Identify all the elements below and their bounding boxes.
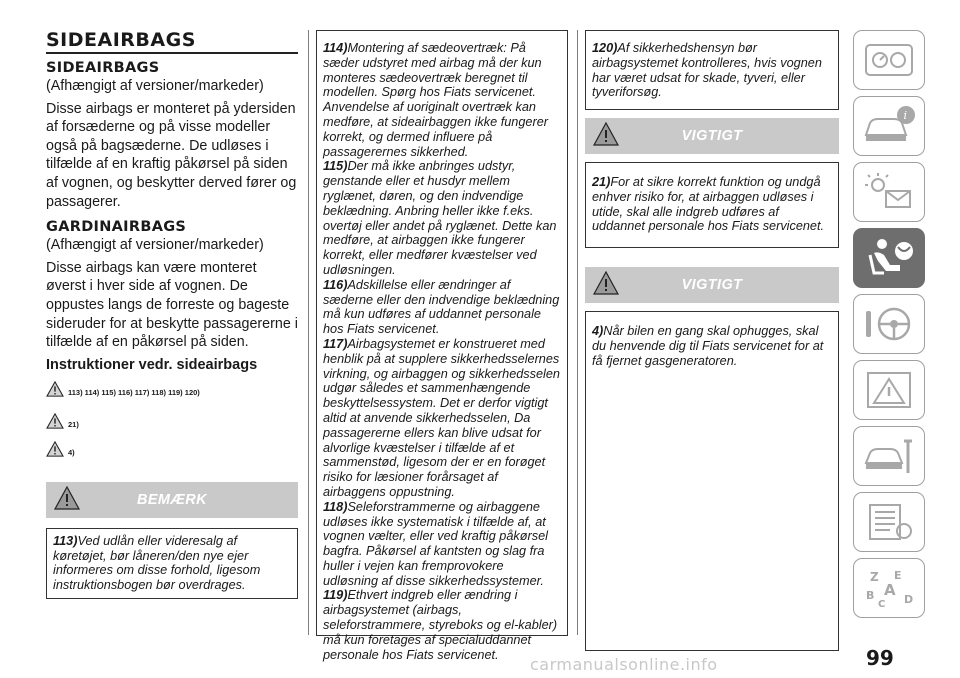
note-number: 116) (323, 277, 348, 292)
road-warning-icon (860, 367, 918, 413)
section-heading-sideairbags: SIDEAIRBAGS (46, 60, 160, 76)
page-title: SIDEAIRBAGS (46, 29, 196, 51)
note-text: Af sikkerhedshensyn bør airbagsystemet kontrolleres, hvis vognen har været udsat for skade, tyveri, eller tyveriforsøg. (592, 41, 822, 100)
section-body-sideairbags: Disse airbags er monteret på ydersiden af forsæderne og på visse modeller også på bagsæderne. De udløses i tilfælde af en kraftig påkørsel på siden af vognen, og beskytter derved fører og passagerer. (46, 100, 297, 210)
steering-wheel-icon (860, 301, 918, 347)
important-banner-label: VIGTIGT (681, 277, 743, 293)
note-number: 117) (323, 336, 348, 351)
warning-note-item (323, 159, 561, 277)
tab-getting-to-know[interactable] (853, 96, 925, 156)
page-number: 99 (866, 646, 894, 670)
note-number: 115) (323, 159, 348, 174)
warning-note-item (323, 500, 561, 589)
note-number: 113) (53, 533, 78, 548)
warning-triangle-icon (593, 122, 619, 146)
tab-technical-data[interactable] (853, 492, 925, 552)
warning-ref-row (46, 438, 298, 460)
column-divider (577, 30, 578, 635)
note-box (46, 528, 298, 599)
warning-refs-text: 21) (68, 420, 79, 430)
warning-note-item (323, 41, 561, 159)
warning-ref-row (46, 410, 298, 432)
section-note-versions: (Afhængigt af versioner/markeder) (46, 78, 264, 94)
svg-text:D: D (904, 593, 914, 606)
watermark: carmanualsonline.info (530, 655, 718, 674)
column-divider (308, 30, 309, 635)
tab-starting-driving[interactable] (853, 294, 925, 354)
note-block (46, 482, 298, 599)
note-text: Ethvert indgreb eller ændring i airbagsystemet (airbags, seleforstrammere, styreboks og el-kabler) må kun foretages af specialuddannet personale hos Fiats servicenet. (323, 588, 558, 662)
note-text: Der må ikke anbringes udstyr, genstande eller et husdyr mellem ryglænet, døren, og den indvendige beklædning. Anbring heller ikke f.eks. overtøj eller andet på ryglænet. Dette kan medføre, at airbaggen ikke fungerer korrekt, eller medfører kvæstelser ved udløsningen. (323, 159, 557, 277)
tab-index[interactable] (853, 558, 925, 618)
svg-text:E: E (894, 569, 902, 582)
warning-refs-text: 4) (68, 448, 75, 458)
note-text: For at sikre korrekt funktion og undgå enhver risiko for, at airbaggen udløses i utide, skal alle indgreb udføres af uddannet personale hos Fiats servicenet. (592, 175, 825, 234)
note-number: 120) (592, 41, 618, 55)
warning-triangle-icon (54, 486, 80, 510)
chapter-tabs (853, 30, 925, 624)
section-note-versions-2: (Afhængigt af versioner/markeder) (46, 237, 264, 254)
car-maintenance-icon (860, 433, 918, 479)
svg-text:B: B (866, 589, 875, 602)
airbag-seat-icon (860, 235, 918, 281)
warning-lights-icon (860, 169, 918, 215)
warning-note-box-120 (585, 30, 839, 110)
car-dashboard-icon (860, 37, 918, 83)
column-left (46, 30, 298, 599)
column-right (585, 30, 839, 651)
tab-emergency[interactable] (853, 360, 925, 420)
note-text: Airbagsystemet er konstrueret med henblik på at supplere sikkerhedsselernes virkning, og airbaggen og sikkerhedsselen udgør således et sammenhængende beskyttelsessystem. Det er derfor vigtigt altid at anvende sikkerhedsselen, Da passagererne ellers kan blive udsat for alvorlige kvæstelser i tilfælde af et sammenstød, ligesom der er en forøget risiko for læsioner forårsaget af airbaggens oppustning. (323, 336, 560, 499)
important-banner (585, 267, 839, 303)
warning-triangle-icon (46, 413, 64, 429)
warning-refs-text: 113) 114) 115) 116) 117) 118) 119) 120) (68, 388, 200, 398)
technical-data-icon (860, 499, 918, 545)
warning-note-item (323, 278, 561, 337)
instructions-heading: Instruktioner vedr. sideairbags (46, 356, 258, 373)
warning-triangle-icon (46, 441, 64, 457)
tab-warning-lights[interactable] (853, 162, 925, 222)
warning-notes-box (316, 30, 568, 662)
important-note-box-4 (585, 311, 839, 651)
svg-text:Z: Z (870, 570, 879, 584)
note-text: Ved udlån eller videresalg af køretøjet, bør låneren/den nye ejer informeres om disse forhold, ligesom instruktionsbogen bør overdrages. (53, 533, 261, 593)
note-number: 119) (323, 588, 348, 603)
alphabetical-index-icon (860, 565, 918, 611)
note-banner (46, 482, 298, 518)
title-rule (46, 52, 298, 54)
car-info-icon (860, 103, 918, 149)
tab-maintenance[interactable] (853, 426, 925, 486)
warning-triangle-icon (46, 381, 64, 397)
note-banner-label: BEMÆRK (136, 491, 208, 508)
tab-safety[interactable] (853, 228, 925, 288)
warning-triangle-icon (593, 271, 619, 295)
note-text: Når bilen en gang skal ophugges, skal du henvende dig til Fiats servicenet for at få fjernet gasgeneratoren. (592, 324, 824, 368)
section-body-gardinairbags: Disse airbags kan være monteret øverst i hver side af vognen. De oppustes langs de forreste og bageste sideruder for at beskytte passagererne i tilfælde af en påkørsel på siden. (46, 259, 298, 351)
note-number: 118) (323, 499, 348, 514)
note-text: Montering af sædeovertræk: På sæder udstyret med airbag må der kun monteres sædeovertræk beregnet til modellen. Spørg hos Fiats servicenet. Anvendelse af uoriginalt overtræk kan medføre, at sideairbaggen ikke fungerer korrekt, og dermed influere på passagerernes sikkerhed. (323, 41, 548, 159)
note-text: Adskillelse eller ændringer af sæderne eller den indvendige beklædning må kun udføres af uddannet personale hos Fiats servicenet. (323, 277, 560, 337)
important-banner (585, 118, 839, 154)
warning-note-item (323, 337, 561, 500)
note-text: Seleforstrammerne og airbaggene udløses ikke systematisk i tilfælde af, at vognen vælter, eller ved kraftig påkørsel bagfra. Påkørsel af kantsten og slag fra huller i vejen kan fremprovokere udløsning af disse sikkerhedssystemer. (323, 499, 548, 588)
important-note-box-21 (585, 162, 839, 248)
note-number: 21) (592, 175, 611, 189)
svg-text:C: C (878, 599, 886, 610)
warning-ref-row (46, 378, 298, 400)
section-heading-gardinairbags: GARDINAIRBAGS (46, 219, 187, 236)
svg-text:i: i (903, 109, 908, 122)
note-number: 114) (323, 41, 348, 55)
note-number: 4) (592, 324, 604, 338)
svg-text:A: A (884, 581, 896, 599)
important-banner-label: VIGTIGT (681, 128, 743, 144)
tab-dashboard[interactable] (853, 30, 925, 90)
column-middle (316, 30, 568, 662)
warning-note-item (323, 588, 561, 662)
